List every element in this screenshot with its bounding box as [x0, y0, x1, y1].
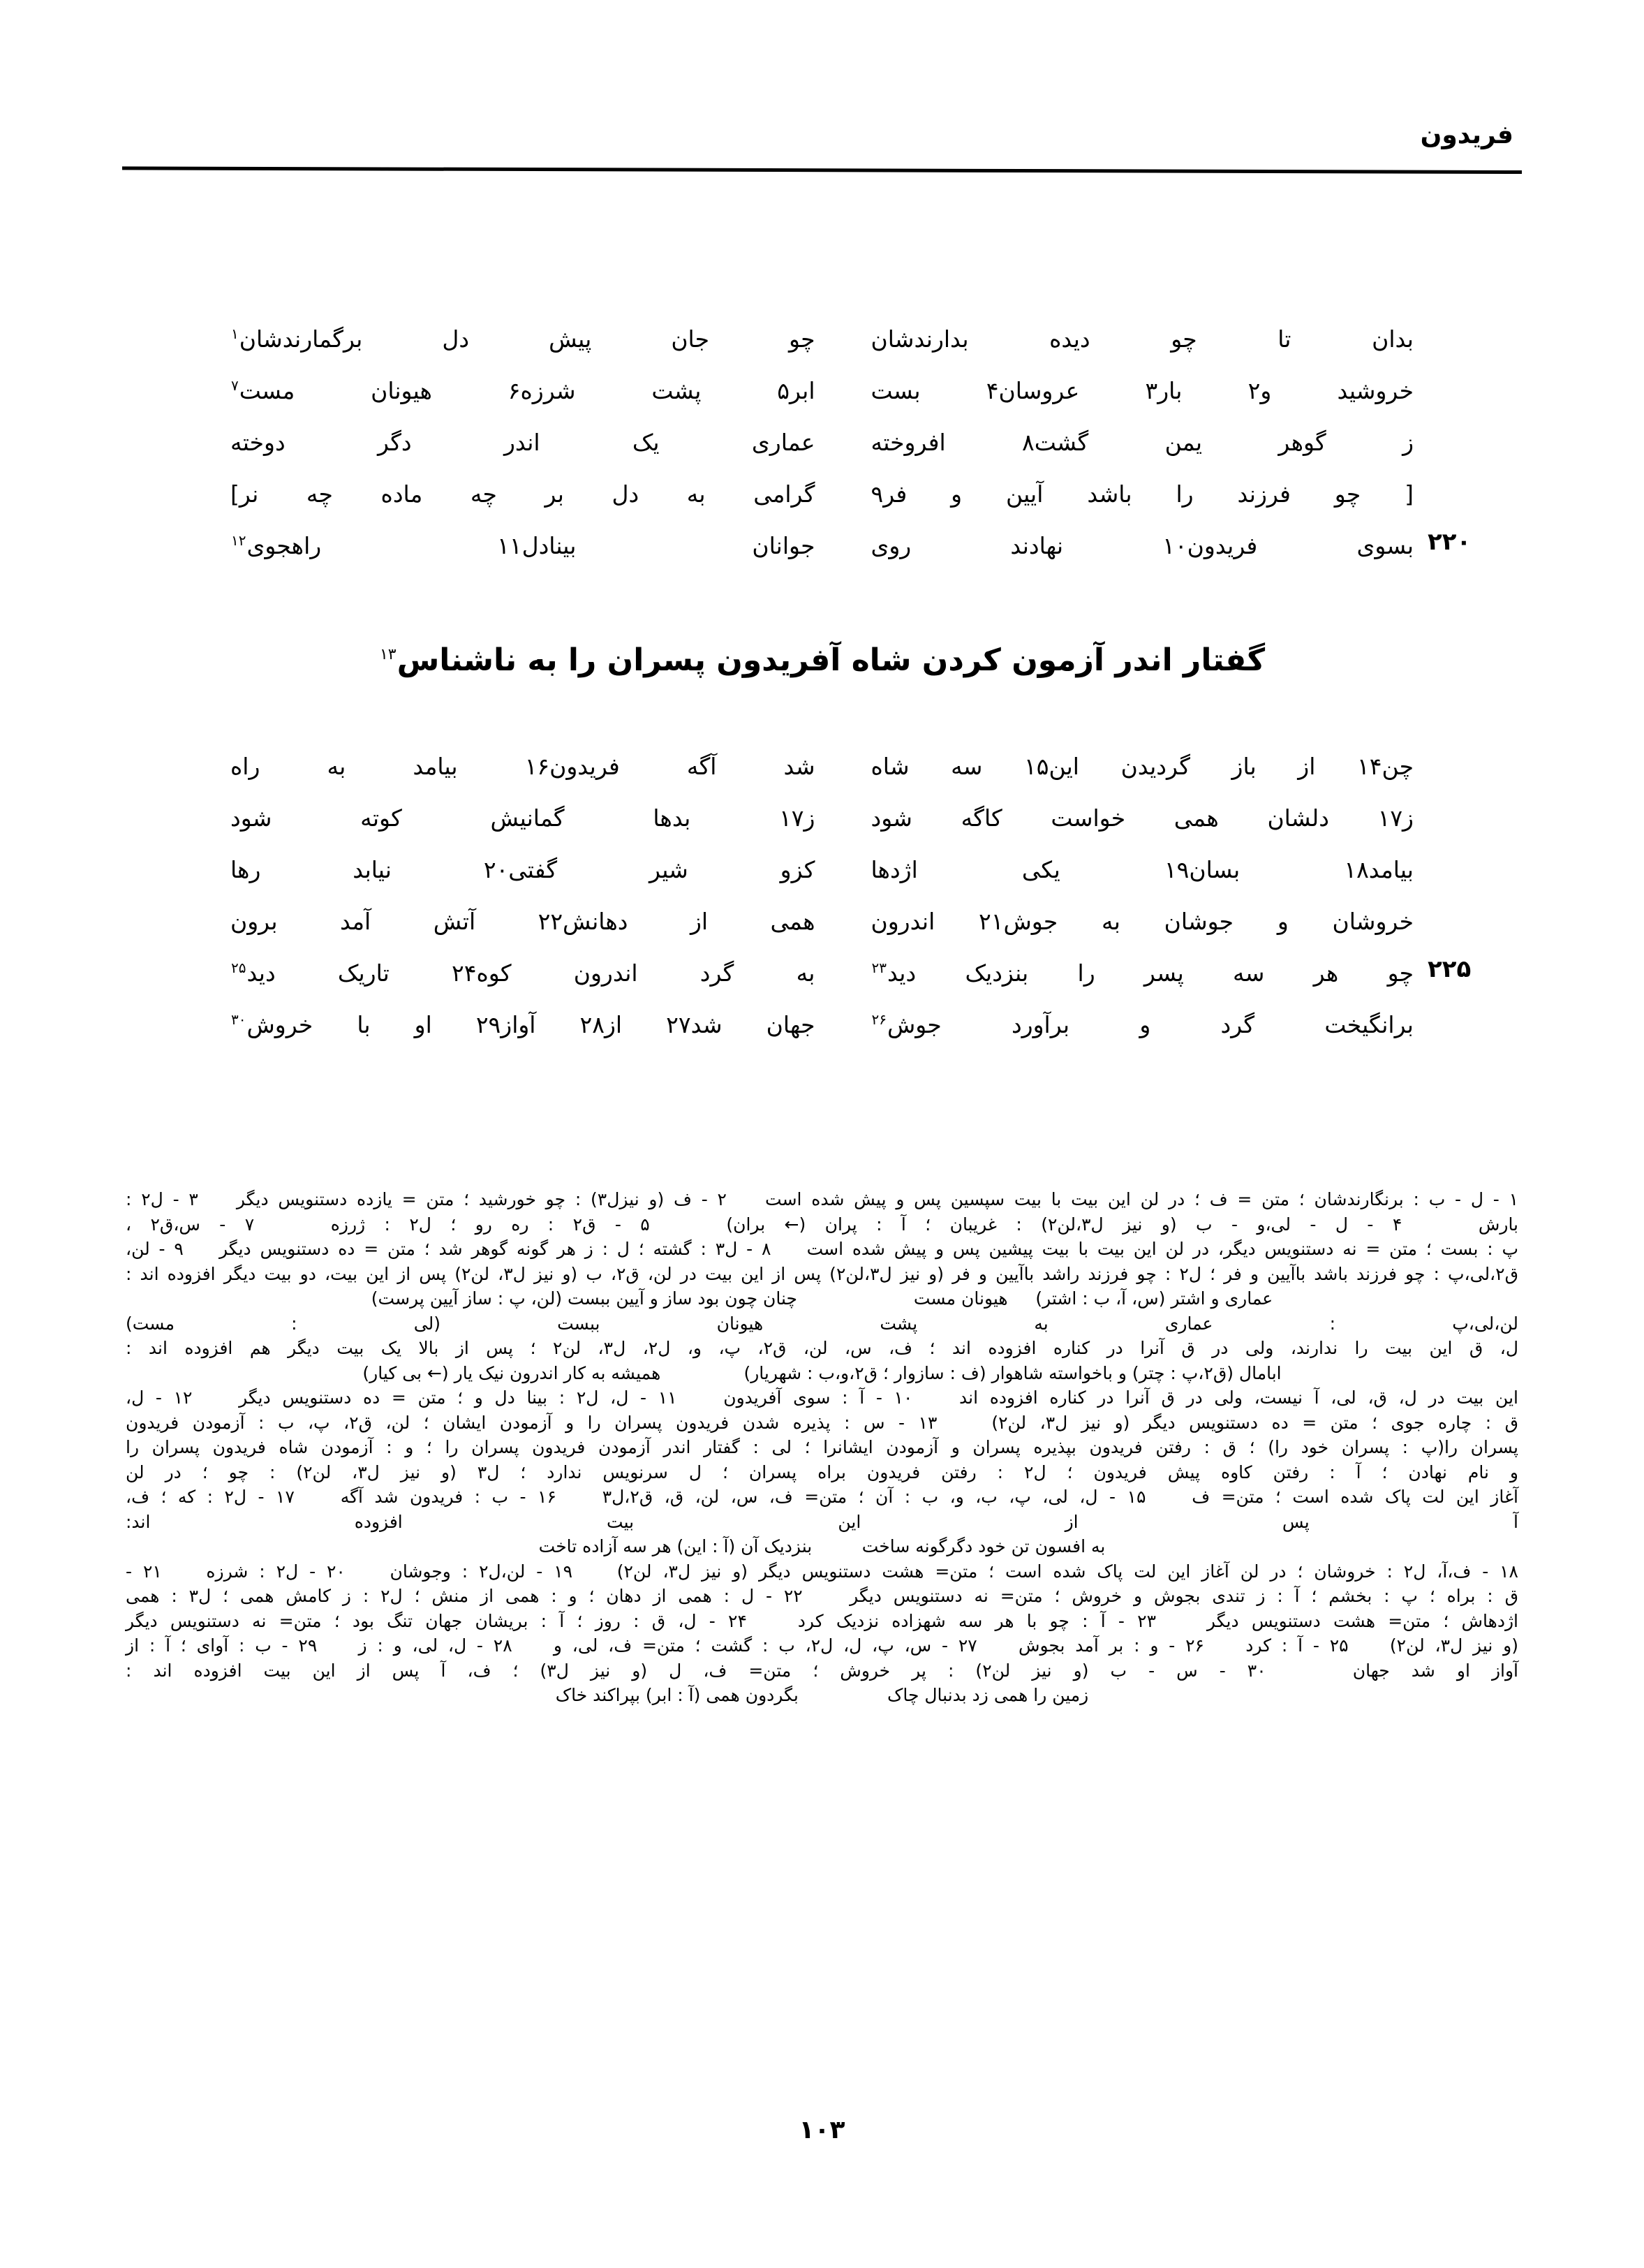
hemistich-first: چو هر سه پسر را بنزدیک دید$^{۲۳}$ [871, 959, 1414, 987]
hemistich-second: عماری یک اندر دگر دوخته [230, 429, 815, 456]
hemistich-second: به گرد اندرون کوه۲۴ تاریک دید$^{۲۵}$ [231, 959, 815, 987]
apparatus-line: زمین را همی زد بدنبال چاک بگردون همی (آ : ابر) بپراکند خاک [555, 1685, 1089, 1705]
verse-line [230, 729, 1414, 781]
apparatus-line: ق : براه ؛ پ : بخشم ؛ آ : ز تندی بجوش و خروش ؛ متن= نه دستنویس دیگر ۲۲ - ل : همی از دهان ؛ و : همی از منش ؛ ل۲ : ز کامش همی ؛ ل۳ : همی [126, 1586, 1518, 1606]
apparatus-line: ق۲،لی،پ : چو فرزند باشد باآیین و فر ؛ ل۲ : چو فرزند راشد باآیین و فر (و نیز ل۳،لن۲) پس از این بیت در لن، ق۲، ب (و نیز ل۳، لن۲) پس از این بیت، دو بیت دیگر افزوده اند : [126, 1263, 1518, 1284]
critical-apparatus [126, 1187, 1518, 1708]
apparatus-line: بارش ۴ - ل - لی،و - ب (و نیز ل۳،لن۲) : غریبان ؛ آ : پران (← بران) ۵ - ق۲ : ره رو ؛ ل۲ : ژرزه ۷ - س،ق۲ ، [126, 1214, 1519, 1235]
apparatus-line: لن،لی،پ : عماری به پشت هیونان ببست (لی : مست) [126, 1313, 1518, 1334]
apparatus-line: آواز او شد جهان ۳۰ - س - ب (و نیز لن۲) : پر خروش ؛ متن= ف، ل (و نیز ل۳) ؛ ف، آ پس از این بیت افزوده اند : [126, 1660, 1518, 1681]
hemistich-first: ز۱۷ دلشان همی خواست کاگه شود [871, 804, 1414, 832]
footnote-marker: ۲۶ [871, 1011, 887, 1028]
running-head [122, 123, 1522, 186]
verse-line [230, 884, 1414, 936]
section-heading [230, 642, 1414, 678]
hemistich-second: کزو شیر گفتی۲۰ نیابد رها [230, 856, 815, 883]
hemistich-first: چن۱۴ از باز گردیدن این۱۵ سه شاه [871, 753, 1414, 780]
apparatus-line: و نام نهادن ؛ آ : رفتن کاوه پیش فریدون ؛ ل۲ : رفتن فریدون براه پسران ؛ ل سرنویس ندارد ؛ ل۳ (و نیز ل۳، لن۲) : چو ؛ در لن [126, 1461, 1518, 1482]
apparatus-line: ابامال (ق۲،پ : چتر) و باخواسته شاهوار (ف : سازوار ؛ ق۲،و،ب : شهریار) همیشه به کار اندرون نیک یار (← بی کیار) [362, 1362, 1282, 1383]
hemistich-first: بیامد۱۸ بسان۱۹ یکی اژدها [871, 856, 1414, 883]
verse-block-first [230, 302, 1472, 560]
section-heading-text: گفتار اندر آزمون کردن شاه آفریدون پسران را به ناشناس [397, 642, 1266, 678]
running-head-title: فریدون [1420, 121, 1513, 149]
hemistich-second: چو جان پیش دل برگمارندشان$^۱$ [231, 325, 815, 353]
hemistich-second: همی از دهانش۲۲ آتش آمد برون [230, 908, 815, 935]
footnote-marker: ۳۰ [231, 1011, 246, 1028]
footnote-marker: ۱۲ [231, 532, 246, 549]
verse-line [230, 353, 1414, 405]
hemistich-first: خروشان و جوشان به جوش۲۱ اندرون [871, 908, 1414, 935]
hemistich-first: [ چو فرزند را باشد آیین و فر۹ [871, 480, 1414, 508]
apparatus-line: ق : چاره جوی ؛ متن = ده دستنویس دیگر (و نیز ل۳، لن۲) ۱۳ - س : پذیره شدن فریدون پسران را و آزمودن ایشان ؛ لن، ق۲، پ، ب : آزمودن فریدون [126, 1412, 1518, 1433]
verse-line [230, 936, 1472, 987]
apparatus-line: ل، ق این بیت را ندارند، ولی در ق آنرا در کناره افزوده اند ؛ ف، س، لن، ق۲، پ، و، ل۲، ل۳، لن۲ ؛ پس از بالا یک بیت دیگر هم افزوده اند : [126, 1338, 1519, 1358]
apparatus-line: به افسون تن خود دگرگونه ساخت بنزدیک آن (آ : این) هر سه آزاده تاخت [538, 1536, 1106, 1556]
verse-line [230, 832, 1414, 884]
section-heading-footnote-marker: ۱۳ [379, 646, 397, 664]
apparatus-line: آغاز این لت پاک شده است ؛ متن= ف ۱۵ - ل، لی، پ، ب، و، ب : آن ؛ متن= ف، س، لن، ق، ق۲،ل۳ ۱۶ - ب : فریدون شد آگه ۱۷ - ل۲ : که ؛ ف، [126, 1487, 1518, 1507]
header-rule [122, 166, 1522, 174]
footnote-marker: ۲۳ [871, 959, 887, 976]
hemistich-first: بسوی فریدون۱۰ نهادند روی [871, 532, 1414, 559]
hemistich-second: جهان شد۲۷ از۲۸ آواز۲۹ او با خروش$^{۳۰}$ [231, 1011, 815, 1038]
hemistich-second: گرامی به دل بر چه ماده چه نر] [230, 480, 815, 508]
footnote-marker: ۷ [231, 377, 239, 394]
footnote-marker: ۱ [231, 325, 239, 342]
apparatus-line: ۱ - ل - ب : برنگارندشان ؛ متن = ف ؛ در لن این بیت با بیت سپسین پس و پیش شده است ۲ - ف (و نیزل۳) : چو خورشید ؛ متن = یازده دستنویس دیگر ۳ - ل۲ : [126, 1189, 1518, 1209]
hemistich-second: شد آگه فریدون۱۶ بیامد به راه [230, 753, 815, 780]
hemistich-first: خروشید و۲ بار۳ عروسان۴ بست [871, 377, 1414, 404]
verse-line [230, 508, 1472, 560]
apparatus-line: (و نیز ل۳، لن۲) ۲۵ - آ : کرد ۲۶ - و : بر آمد بجوش ۲۷ - س، پ، ل، ل۲، ب : گشت ؛ متن= ف، لی، و ۲۸ - ل، لی، و : ز ۲۹ - ب : آوای ؛ آ : از [126, 1635, 1518, 1656]
verse-block-second [230, 729, 1472, 1039]
verse-number: ۲۲۰ [1428, 528, 1472, 556]
verse-line [230, 987, 1414, 1039]
apparatus-line: آ پس از این بیت افزوده اند: [126, 1511, 1518, 1532]
hemistich-second: ابر۵ پشت شرزه۶ هیونان مست$^۷$ [231, 377, 815, 404]
hemistich-second: جوانان بینادل۱۱ راهجوی$^{۱۲}$ [231, 532, 815, 559]
verse-line [230, 302, 1414, 353]
verse-line [230, 781, 1414, 832]
verse-line [230, 405, 1414, 457]
hemistich-first: بدان تا چو دیده بدارندشان [871, 325, 1414, 353]
apparatus-line: پ : بست ؛ متن = نه دستنویس دیگر، در لن این بیت با بیت پیشین پس و پیش شده است ۸ - ل۳ : گشته ؛ ل : ز هر گونه گوهر شد ؛ متن = ده دستنویس دیگر ۹ - لن، [126, 1239, 1518, 1259]
hemistich-first: برانگیخت گرد و برآورد جوش$^{۲۶}$ [871, 1011, 1414, 1038]
footnote-marker: ۲۵ [231, 959, 246, 976]
hemistich-first: ز گوهر یمن گشت۸ افروخته [871, 429, 1414, 456]
verse-line [230, 457, 1414, 508]
apparatus-line: اژدهاش ؛ متن= هشت دستنویس دیگر ۲۳ - آ : چو با هر سه شهزاده نزدیک کرد ۲۴ - ل، ق : روز ؛ آ : بریشان جهان تنگ بود ؛ متن= نه دستنویس دیگر [126, 1610, 1518, 1631]
apparatus-line: عماری و اشتر (س، آ، ب : اشتر) هیونان مست چنان چون بود ساز و آیین ببست (لن، پ : ساز آیین پرست) [371, 1288, 1273, 1309]
verse-number: ۲۲۵ [1428, 955, 1472, 983]
apparatus-line: این بیت در ل، ق، لی، آ نیست، ولی در ق آنرا در کناره افزوده اند ۱۰ - آ : سوی آفریدون ۱۱ - ل، ل۲ : بینا دل و ؛ متن = ده دستنویس دیگر ۱۲ - ل، [126, 1387, 1518, 1408]
hemistich-second: ز۱۷ بدها گمانیش کوته شود [230, 804, 815, 832]
apparatus-line: پسران را(پ : پسران خود را) ؛ ق : رفتن فریدون بپذیره پسران و آزمودن ایشانرا ؛ لی : گفتار اندر آزمودن فریدون پسران را ؛ و : آزمودن شاه فریدون پسران را [126, 1437, 1518, 1457]
folio-number: ۱۰۳ [799, 2116, 845, 2144]
apparatus-line: ۱۸ - ف،آ، ل۲ : خروشان ؛ در لن آغاز این لت پاک شده است ؛ متن= هشت دستنویس دیگر (و نیز ل۳، لن۲) ۱۹ - لن،ل۲ : وجوشان ۲۰ - ل۲ : شرزه ۲۱ - [126, 1561, 1518, 1582]
